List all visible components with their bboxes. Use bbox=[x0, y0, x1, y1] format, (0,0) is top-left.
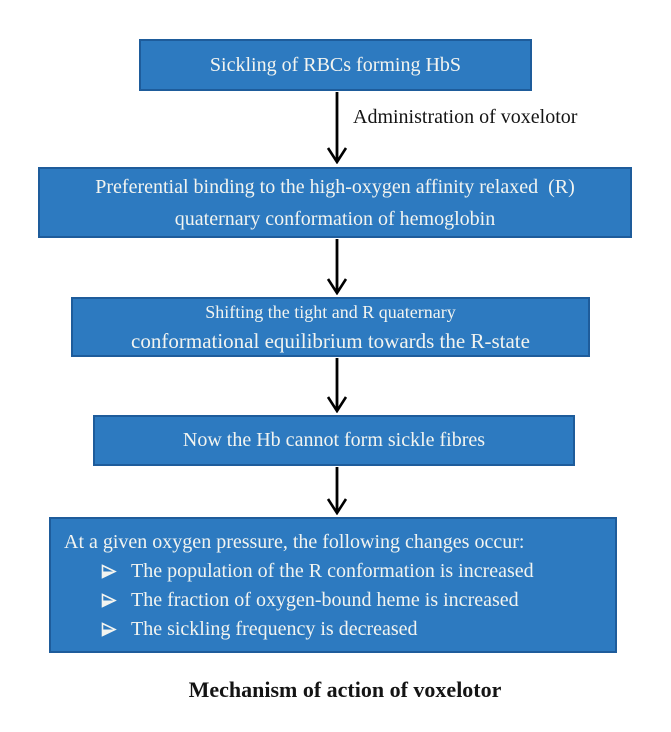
box-line: Now the Hb cannot form sickle fibres bbox=[182, 429, 486, 451]
bullet-item bbox=[64, 586, 607, 615]
bullet-item bbox=[64, 557, 607, 586]
box-line: Shifting the tight and R quaternary bbox=[205, 301, 456, 322]
flow-box-sickling bbox=[139, 39, 532, 91]
diagram-caption: Mechanism of action of voxelotor bbox=[188, 677, 502, 702]
bullet-text: The fraction of oxygen-bound heme is increased bbox=[131, 589, 519, 611]
arrow-label-administration: Administration of voxelotor bbox=[353, 106, 578, 128]
down-arrow-icon bbox=[322, 92, 352, 164]
bullet-text: The sickling frequency is decreased bbox=[131, 618, 418, 640]
arrowhead-bullet-icon bbox=[101, 564, 117, 579]
box-line: quaternary conformation of hemoglobin bbox=[174, 207, 496, 230]
bullet-text: The population of the R conformation is increased bbox=[131, 560, 534, 582]
flow-box-changes bbox=[49, 517, 617, 653]
box-heading: At a given oxygen pressure, the following changes occur: bbox=[64, 531, 525, 553]
bullet-item bbox=[64, 615, 607, 644]
flow-box-sickle-fibres bbox=[93, 415, 575, 466]
down-arrow-icon bbox=[322, 358, 352, 413]
arrowhead-bullet-icon bbox=[101, 593, 117, 608]
flow-box-shifting bbox=[71, 297, 590, 357]
down-arrow-icon bbox=[322, 467, 352, 515]
box-line: conformational equilibrium towards the R-state bbox=[131, 328, 530, 353]
box-line: Preferential binding to the high-oxygen affinity relaxed (R) bbox=[95, 175, 575, 198]
box-line: Sickling of RBCs forming HbS bbox=[209, 53, 462, 76]
arrowhead-bullet-icon bbox=[101, 622, 117, 637]
flow-box-binding bbox=[38, 167, 632, 238]
down-arrow-icon bbox=[322, 239, 352, 295]
